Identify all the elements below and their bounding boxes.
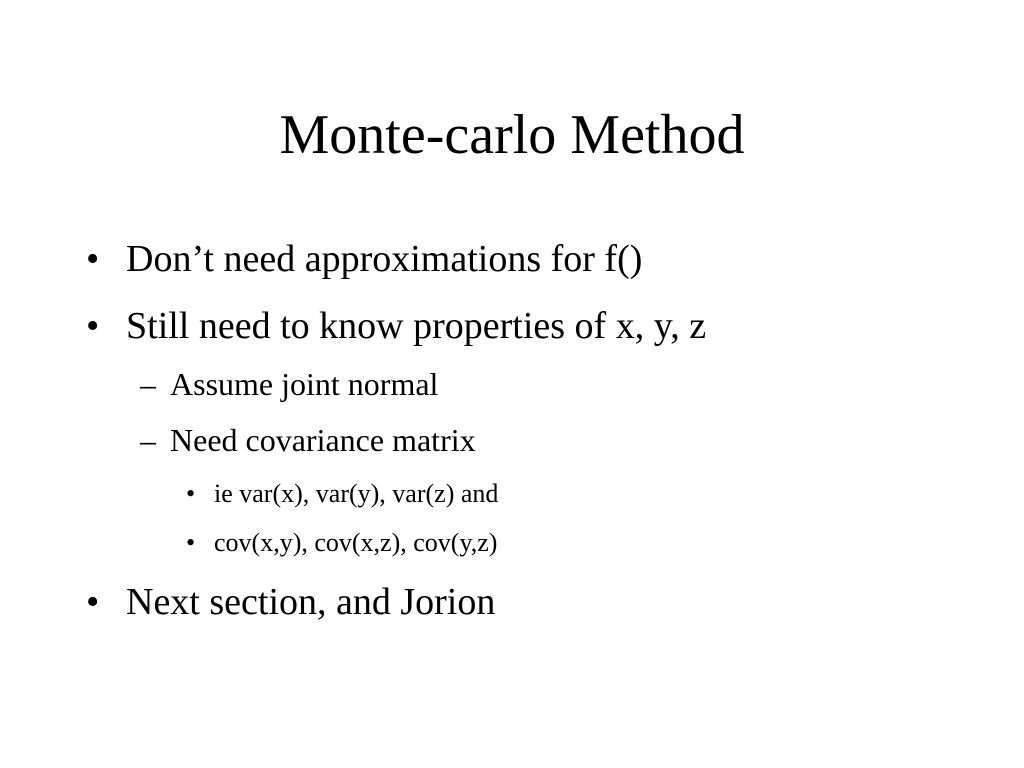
bullet-marker: •: [186, 528, 196, 557]
slide-title: Monte-carlo Method: [279, 104, 745, 166]
bullet-text: Don’t need approximations for f(): [126, 238, 643, 280]
bullet-item: [0, 580, 1024, 624]
dash-marker: –: [140, 422, 156, 458]
sub-sub-bullet-text: ie var(x), var(y), var(z) and: [214, 479, 499, 508]
bullet-marker: •: [86, 305, 100, 347]
sub-sub-bullet-text: cov(x,y), cov(x,z), cov(y,z): [214, 528, 498, 557]
bullet-item: [0, 304, 1024, 348]
dash-marker: –: [140, 366, 156, 402]
bullet-marker: •: [86, 238, 100, 280]
bullet-marker: •: [186, 479, 196, 508]
bullet-marker: •: [86, 581, 100, 623]
bullet-text: Next section, and Jorion: [126, 581, 496, 623]
sub-sub-bullet-item: [0, 527, 1024, 559]
sub-bullet-item: [0, 421, 1024, 459]
sub-bullet-item: [0, 365, 1024, 403]
sub-bullet-text: Need covariance matrix: [170, 422, 476, 458]
sub-bullet-text: Assume joint normal: [170, 366, 439, 402]
bullet-text: Still need to know properties of x, y, z: [126, 305, 707, 347]
bullet-item: [0, 237, 1024, 281]
sub-sub-bullet-item: [0, 478, 1024, 510]
